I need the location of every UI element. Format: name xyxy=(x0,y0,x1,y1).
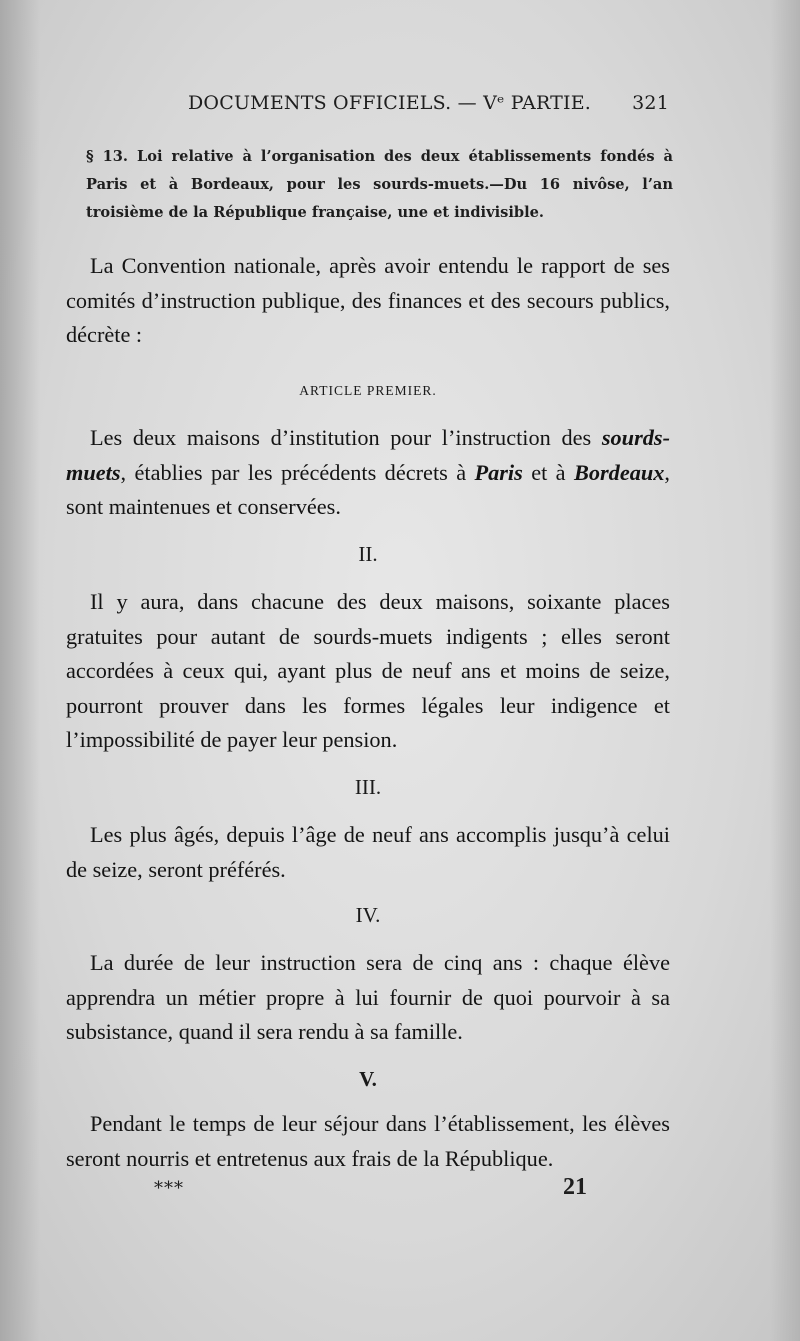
article-1-part: , sont maintenues et conservées. xyxy=(66,459,670,520)
sheet-number: 21 xyxy=(563,1174,587,1200)
article-heading-2: II. xyxy=(358,542,378,566)
article-1-place: Bordeaux xyxy=(573,459,665,485)
article-1-part: , établies par les précédents décrets à xyxy=(120,459,475,485)
article-3-text: Les plus âgés, depuis l’âge de neuf ans accomplis jusqu’à celui de seize, seront préférés. xyxy=(66,822,670,882)
section-intro: § 13. Loi relative à l’organisation des deux établissements fondés à Paris et à Bordeaux, pour les sourds-muets.—Du 16 nivôse, l’an troisième de la République française, une et indivisible. xyxy=(86,148,673,221)
signature-mark: *** xyxy=(154,1178,184,1199)
article-heading-5: V. xyxy=(359,1067,377,1091)
running-header xyxy=(188,92,669,122)
article-1-place: Paris xyxy=(474,459,523,485)
edge-shadow xyxy=(770,0,800,1341)
article-1-text xyxy=(66,421,670,525)
article-1-term: sourds-muets xyxy=(66,425,670,485)
article-5-text: Pendant le temps de leur séjour dans l’établissement, les élèves seront nourris et entretenus aux frais de la République. xyxy=(66,1111,670,1171)
article-2-text: Il y aura, dans chacune des deux maisons, soixante places gratuites pour autant de sourds-muets indigents ; elles seront accordées à ceux qui, ayant plus de neuf ans et moins de seize, pourront prouver dans les formes légales leur indigence et l’impossibilité de payer leur pension. xyxy=(66,589,670,753)
gutter-shadow xyxy=(0,0,40,1341)
page-number: 321 xyxy=(632,92,669,114)
article-heading-1: ARTICLE PREMIER. xyxy=(299,383,437,398)
article-heading-3: III. xyxy=(354,775,382,799)
preamble-paragraph: La Convention nationale, après avoir entendu le rapport de ses comités d’instruction publique, des finances et des secours publics, décrète : xyxy=(66,253,670,348)
article-4-text: La durée de leur instruction sera de cinq ans : chaque élève apprendra un métier propre à lui fournir de quoi pourvoir à sa subsistance, quand il sera rendu à sa famille. xyxy=(66,950,670,1045)
running-title: DOCUMENTS OFFICIELS. — Vᵉ PARTIE. xyxy=(188,92,592,114)
article-1-part: et à xyxy=(522,459,574,485)
article-1-part: Les deux maisons d’institution pour l’instruction des xyxy=(90,425,602,450)
article-heading-4: IV. xyxy=(355,903,381,927)
